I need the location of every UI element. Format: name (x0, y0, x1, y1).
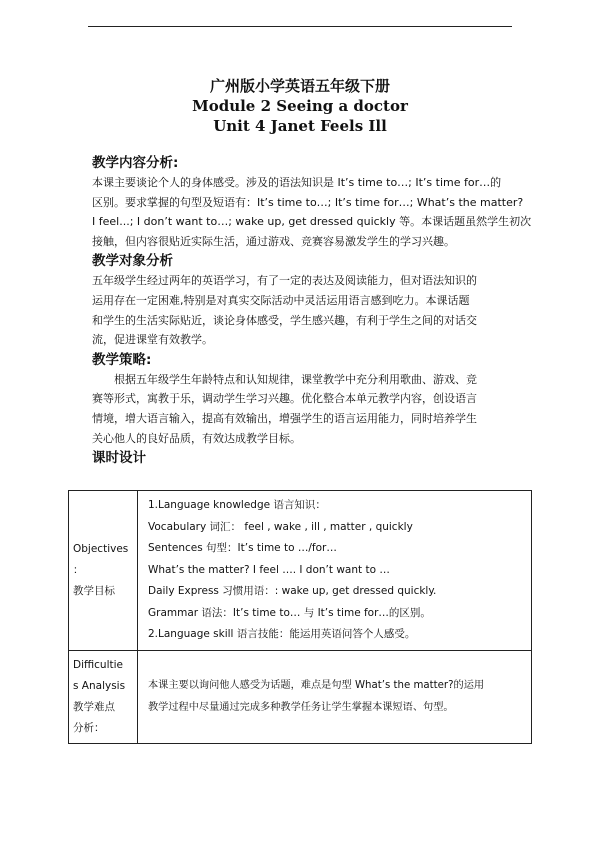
content-analysis-paragraph (92, 173, 532, 251)
paragraph-line: 根据五年级学生年龄特点和认知规律，课堂教学中充分利用歌曲、游戏、竞 (114, 372, 477, 386)
objectives-content-cell (138, 491, 532, 651)
section-heading-student-analysis: 教学对象分析 (92, 253, 173, 270)
difficulties-label-cell (69, 650, 138, 743)
objective-line: 2.Language skill 语言技能：能运用英语问答个人感受。 (148, 628, 416, 640)
module-title: Module 2 Seeing a doctor (192, 97, 408, 115)
row-label-line: Objectives (73, 542, 129, 555)
paragraph-line: 运用存在一定困难,特别是对真实交际活动中灵活运用语言感到吃力。本课话题 (92, 293, 470, 307)
paragraph-line: 赛等形式，寓教于乐，调动学生学习兴趣。优化整合本单元教学内容，创设语言 (92, 392, 477, 406)
paragraph-line: 区别。要求掌握的句型及短语有：It’s time to…; It’s time for…; What’s the matter? (92, 195, 524, 209)
paragraph-line: 和学生的生活实际贴近，谈论身体感受，学生感兴趣，有利于学生之间的对话交 (92, 313, 477, 327)
objective-line: Daily Express 习惯用语：: wake up, get dressed quickly. (148, 585, 437, 597)
section-heading-content-analysis: 教学内容分析: (92, 155, 179, 171)
table-row-difficulties (69, 650, 532, 743)
content-body (92, 153, 532, 468)
table-row-objectives (69, 491, 532, 651)
row-label-line: 分析： (73, 721, 105, 734)
strategy-paragraph (92, 370, 522, 448)
row-label-line: 教学难点 (73, 700, 115, 713)
objective-line: Vocabulary 词汇： feel , wake , ill , matter , quickly (148, 520, 413, 533)
row-label-line: s Analysis (73, 679, 126, 692)
document-title: 广州版小学英语五年级下册 (209, 77, 390, 95)
objectives-label-cell (69, 491, 138, 651)
difficulty-line: 教学过程中尽量通过完成多种教学任务让学生掌握本课短语、句型。 (148, 701, 454, 713)
difficulties-content-cell (138, 650, 532, 743)
title-block (0, 76, 600, 136)
objective-line: 1.Language knowledge 语言知识： (148, 499, 326, 511)
paragraph-line: 本课主要谈论个人的身体感受。涉及的语法知识是 It’s time to…; It’s time for…的 (92, 176, 502, 189)
section-heading-lesson-design: 课时设计 (92, 450, 146, 467)
paragraph-line: 五年级学生经过两年的英语学习，有了一定的表达及阅读能力，但对语法知识的 (92, 274, 477, 288)
difficulty-line: 本课主要以询问他人感受为话题，难点是句型 What’s the matter?的运用 (148, 680, 485, 691)
objective-line: Grammar 语法：It’s time to… 与 It’s time for…的区别。 (148, 606, 431, 619)
paragraph-line: I feel...; I don’t want to…; wake up, get dressed quickly 等。本课话题虽然学生初次 (92, 215, 532, 229)
objective-line: What’s the matter? I feel …. I don’t want to … (148, 563, 390, 576)
unit-title: Unit 4 Janet Feels Ill (213, 117, 387, 135)
objective-line: Sentences 句型：It’s time to …/for… (148, 542, 337, 554)
row-label-line: ： (73, 563, 84, 576)
top-rule (88, 26, 512, 27)
section-heading-strategy: 教学策略: (92, 351, 152, 368)
paragraph-line: 流，促进课堂有效教学。 (92, 333, 213, 347)
paragraph-line: 接触，但内容很贴近实际生活，通过游戏、竞赛容易激发学生的学习兴趣。 (92, 234, 455, 248)
student-analysis-paragraph (92, 271, 522, 349)
lesson-design-table (68, 490, 532, 744)
paragraph-line: 情境，增大语言输入，提高有效输出，增强学生的语言运用能力，同时培养学生 (92, 411, 477, 425)
row-label-line: Difficultie (73, 658, 123, 671)
row-label-line: 教学目标 (73, 584, 115, 597)
paragraph-line: 关心他人的良好品质，有效达成教学目标。 (92, 431, 301, 445)
